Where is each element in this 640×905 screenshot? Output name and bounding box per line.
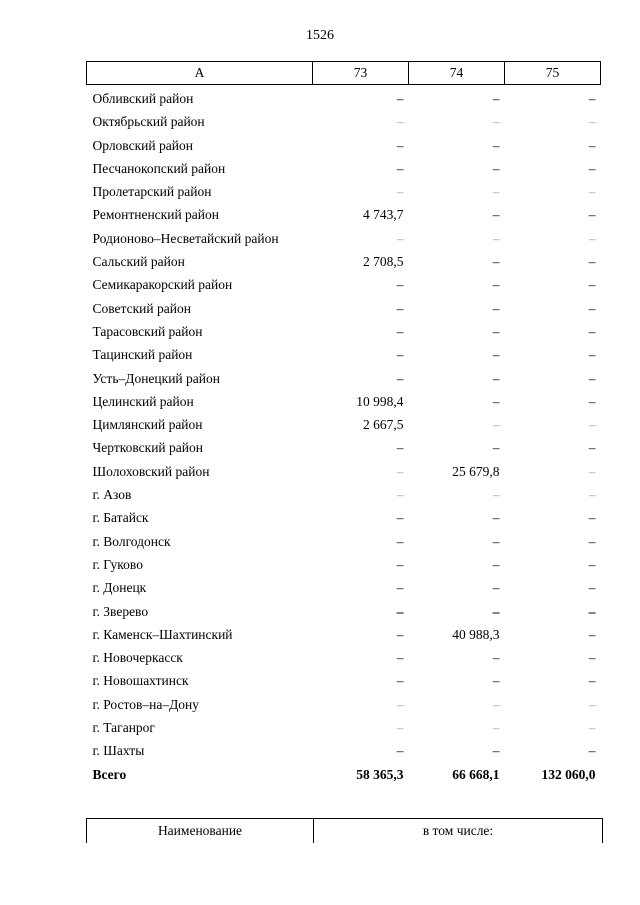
cell-value-73: – — [396, 137, 404, 153]
table-row — [87, 623, 601, 646]
cell-value-75: – — [588, 184, 596, 200]
cell-value-73: – — [396, 300, 404, 316]
cell-value-73: 2 708,5 — [363, 254, 404, 270]
cell-value-75: – — [588, 347, 596, 363]
cell-value-74: 40 988,3 — [452, 626, 500, 642]
cell-value-75: – — [588, 673, 596, 689]
cell-value-75: – — [588, 696, 596, 712]
cell-value-74: – — [492, 556, 500, 572]
cell-value-74: – — [492, 580, 500, 596]
cell-value-74: – — [492, 347, 500, 363]
cell-value-74: 25 679,8 — [452, 463, 500, 479]
total-label: Всего — [92, 766, 127, 782]
cell-value-75: – — [588, 370, 596, 386]
table-row — [87, 203, 601, 226]
row-name: Песчанокопский район — [92, 160, 226, 176]
cell-value-74: – — [492, 207, 500, 223]
cell-value-75: – — [588, 323, 596, 339]
table-row — [87, 134, 601, 157]
table-row — [87, 157, 601, 180]
table-row — [87, 669, 601, 692]
table-row — [87, 390, 601, 413]
row-name: Усть–Донецкий район — [92, 370, 220, 386]
next-table-header — [86, 818, 603, 843]
column-header-74: 74 — [409, 62, 505, 85]
cell-value-75: – — [588, 556, 596, 572]
cell-value-74: – — [492, 230, 500, 246]
cell-value-75: – — [588, 720, 596, 736]
cell-value-75: – — [588, 393, 596, 409]
cell-value-75: – — [588, 510, 596, 526]
cell-value-73: – — [396, 603, 404, 619]
cell-value-73: – — [396, 463, 404, 479]
cell-value-75: – — [588, 463, 596, 479]
table-row — [87, 600, 601, 623]
cell-value-74: – — [492, 720, 500, 736]
table-row — [87, 343, 601, 366]
row-name: Октябрьский район — [92, 114, 205, 130]
cell-value-73: – — [396, 696, 404, 712]
cell-value-73: – — [396, 370, 404, 386]
row-name: Орловский район — [92, 137, 193, 153]
cell-value-75: – — [588, 440, 596, 456]
cell-value-75: – — [588, 91, 596, 106]
row-name: г. Ростов–на–Дону — [92, 696, 200, 712]
column-header-75: 75 — [505, 62, 601, 85]
table-row — [87, 646, 601, 669]
table-row — [87, 693, 601, 716]
row-name: Семикаракорский район — [92, 277, 233, 293]
cell-value-74: – — [492, 440, 500, 456]
table-row — [87, 553, 601, 576]
cell-value-74: – — [492, 300, 500, 316]
cell-value-74: – — [492, 673, 500, 689]
table-row — [87, 110, 601, 133]
row-name: г. Зверево — [92, 603, 149, 619]
row-name: Обливский район — [92, 91, 194, 106]
cell-value-73: – — [396, 673, 404, 689]
table-row — [87, 483, 601, 506]
cell-value-73: – — [396, 347, 404, 363]
row-name: Родионово–Несветайский район — [92, 230, 279, 246]
cell-value-75: – — [588, 533, 596, 549]
cell-value-73: 10 998,4 — [356, 393, 404, 409]
cell-value-75: – — [588, 626, 596, 642]
cell-value-73: – — [396, 743, 404, 759]
table-header-row — [87, 62, 601, 85]
row-name: Советский район — [92, 300, 191, 316]
cell-value-75: – — [588, 160, 596, 176]
cell-value-73: – — [396, 114, 404, 130]
table-row — [87, 576, 601, 599]
row-name: г. Новочеркасск — [92, 650, 183, 666]
total-value-75: 132 060,0 — [541, 766, 596, 782]
cell-value-74: – — [492, 533, 500, 549]
table-row — [87, 297, 601, 320]
cell-value-73: – — [396, 510, 404, 526]
table-row — [87, 227, 601, 250]
cell-value-74: – — [492, 417, 500, 433]
total-value-74: 66 668,1 — [452, 766, 500, 782]
cell-value-73: – — [396, 533, 404, 549]
cell-value-73: – — [396, 277, 404, 293]
cell-value-73: – — [396, 487, 404, 503]
table-row — [87, 367, 601, 390]
row-name: Целинский район — [92, 393, 194, 409]
cell-value-73: – — [396, 91, 404, 106]
cell-value-75: – — [588, 300, 596, 316]
row-name: г. Таганрог — [92, 720, 155, 736]
row-name: г. Новошахтинск — [92, 673, 189, 689]
next-table-header-row — [87, 819, 603, 844]
cell-value-73: – — [396, 720, 404, 736]
row-name: Тацинский район — [92, 347, 193, 363]
row-name: г. Батайск — [92, 510, 149, 526]
cell-value-75: – — [588, 114, 596, 130]
table-row — [87, 85, 601, 111]
cell-value-74: – — [492, 510, 500, 526]
table-row — [87, 716, 601, 739]
column-header-a: А — [87, 62, 313, 85]
cell-value-75: – — [588, 254, 596, 270]
cell-value-74: – — [492, 277, 500, 293]
cell-value-75: – — [588, 137, 596, 153]
cell-value-74: – — [492, 137, 500, 153]
cell-value-75: – — [588, 417, 596, 433]
cell-value-74: – — [492, 184, 500, 200]
cell-value-75: – — [588, 207, 596, 223]
row-name: Цимлянский район — [92, 417, 203, 433]
row-name: Шолоховский район — [92, 463, 210, 479]
table-row — [87, 320, 601, 343]
cell-value-73: 2 667,5 — [363, 417, 404, 433]
cell-value-73: – — [396, 650, 404, 666]
cell-value-74: – — [492, 743, 500, 759]
cell-value-73: 4 743,7 — [363, 207, 404, 223]
total-row — [87, 763, 601, 786]
cell-value-73: – — [396, 323, 404, 339]
column-header-73: 73 — [313, 62, 409, 85]
cell-value-73: – — [396, 160, 404, 176]
table-row — [87, 273, 601, 296]
row-name: Ремонтненский район — [92, 207, 219, 223]
row-name: г. Донецк — [92, 580, 147, 596]
row-name: г. Шахты — [92, 743, 145, 759]
table-row — [87, 530, 601, 553]
row-name: г. Каменск–Шахтинский — [92, 626, 233, 642]
table-row — [87, 739, 601, 762]
cell-value-74: – — [492, 323, 500, 339]
cell-value-75: – — [588, 487, 596, 503]
cell-value-75: – — [588, 743, 596, 759]
cell-value-74: – — [492, 91, 500, 106]
total-value-73: 58 365,3 — [356, 766, 404, 782]
cell-value-74: – — [492, 114, 500, 130]
row-name: Сальский район — [92, 254, 185, 270]
row-name: Пролетарский район — [92, 184, 212, 200]
cell-value-73: – — [396, 184, 404, 200]
table-row — [87, 460, 601, 483]
table-row — [87, 413, 601, 436]
cell-value-74: – — [492, 160, 500, 176]
cell-value-75: – — [588, 277, 596, 293]
row-name: г. Азов — [92, 487, 132, 503]
cell-value-75: – — [588, 603, 596, 619]
page-number: 1526 — [306, 28, 334, 43]
cell-value-75: – — [588, 650, 596, 666]
cell-value-74: – — [492, 370, 500, 386]
cell-value-74: – — [492, 487, 500, 503]
row-name: Чертковский район — [92, 440, 203, 456]
cell-value-74: – — [492, 650, 500, 666]
cell-value-74: – — [492, 393, 500, 409]
table-row — [87, 180, 601, 203]
including-column-header: в том числе: — [314, 819, 603, 844]
table-row — [87, 506, 601, 529]
cell-value-73: – — [396, 580, 404, 596]
row-name: Тарасовский район — [92, 323, 203, 339]
row-name: г. Волгодонск — [92, 533, 171, 549]
cell-value-75: – — [588, 580, 596, 596]
cell-value-73: – — [396, 440, 404, 456]
cell-value-74: – — [492, 254, 500, 270]
cell-value-74: – — [492, 603, 500, 619]
table-row — [87, 250, 601, 273]
name-column-header: Наименование — [87, 819, 314, 844]
cell-value-73: – — [396, 626, 404, 642]
cell-value-75: – — [588, 230, 596, 246]
data-table — [86, 61, 601, 786]
cell-value-74: – — [492, 696, 500, 712]
cell-value-73: – — [396, 230, 404, 246]
cell-value-73: – — [396, 556, 404, 572]
row-name: г. Гуково — [92, 556, 143, 572]
table-row — [87, 436, 601, 459]
